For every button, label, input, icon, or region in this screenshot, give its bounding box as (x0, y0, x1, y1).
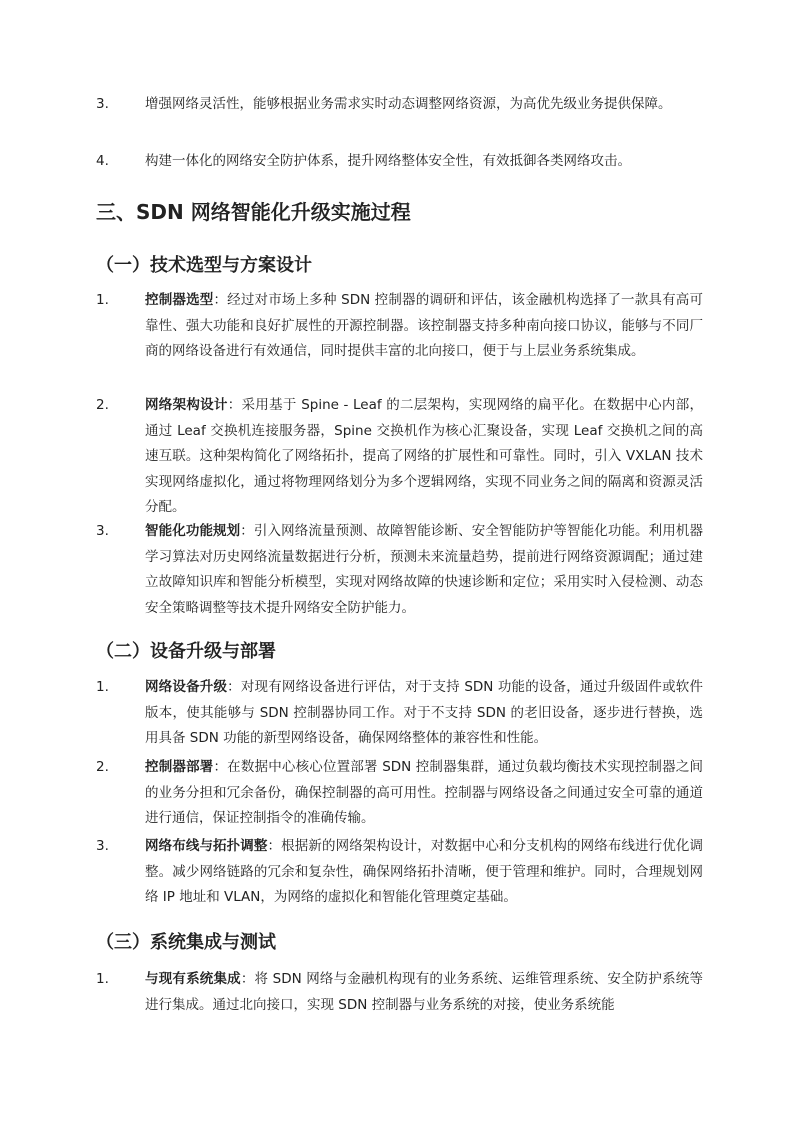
list-label: 控制器选型 (145, 292, 214, 308)
list-text (145, 755, 703, 832)
list-body: ：在数据中心核心位置部署 SDN 控制器集群，通过负载均衡技术实现控制器之间的业务分担和冗余备份，确保控制器的高可用性。控制器与网络设备之间通过安全可靠的通道进行通信，保证控制指令的准确传输。 (145, 759, 704, 826)
list-text: 增强网络灵活性，能够根据业务需求实时动态调整网络资源，为高优先级业务提供保障。 (145, 96, 672, 112)
list-body: ：将 SDN 网络与金融机构现有的业务系统、运维管理系统、安全防护系统等进行集成。通过北向接口，实现 SDN 控制器与业务系统的对接，使业务系统能 (145, 971, 703, 1013)
list-number: 1. (96, 971, 109, 987)
list-item (96, 149, 704, 175)
list-item (96, 755, 704, 832)
list-number: 2. (96, 759, 109, 775)
subsection-heading: （一）技术选型与方案设计 (96, 255, 312, 276)
list-body: ：对现有网络设备进行评估，对于支持 SDN 功能的设备，通过升级固件或软件版本，使其能够与 SDN 控制器协同工作。对于不支持 SDN 的老旧设备，逐步进行替换，选用具备 SDN 功能的新型网络设备，确保网络整体的兼容性和性能。 (145, 679, 703, 746)
list-body: ：根据新的网络架构设计，对数据中心和分支机构的网络布线进行优化调整。减少网络链路的冗余和复杂性，确保网络拓扑清晰，便于管理和维护。同时，合理规划网络 IP 地址和 VLAN，为网络的虚拟化和智能化管理奠定基础。 (145, 838, 704, 905)
list-label: 智能化功能规划 (145, 523, 241, 539)
list-number: 1. (96, 292, 109, 308)
list-label: 控制器部署 (145, 759, 214, 775)
section-heading: 三、SDN 网络智能化升级实施过程 (96, 200, 411, 224)
list-body: ：采用基于 Spine - Leaf 的二层架构，实现网络的扁平化。在数据中心内部，通过 Leaf 交换机连接服务器，Spine 交换机作为核心汇聚设备，实现 Leaf 交换机之间的高速互联。这种架构简化了网络拓扑，提高了网络的扩展性和可靠性。同时，引入 VXLAN 技术实现网络虚拟化，通过将物理网络划分为多个逻辑网络，实现不同业务之间的隔离和资源灵活分配。 (145, 397, 703, 515)
list-item (96, 393, 704, 521)
list-item (96, 967, 704, 1018)
list-text (145, 519, 703, 621)
list-text (145, 393, 703, 521)
list-label: 网络设备升级 (145, 679, 228, 695)
list-item (96, 519, 704, 621)
list-text: 构建一体化的网络安全防护体系，提升网络整体安全性，有效抵御各类网络攻击。 (145, 153, 631, 169)
list-text (145, 675, 703, 752)
list-number: 4. (96, 153, 109, 169)
list-number: 2. (96, 397, 109, 413)
subsection-heading: （二）设备升级与部署 (96, 641, 276, 662)
list-label: 网络布线与拓扑调整 (145, 838, 268, 854)
list-number: 3. (96, 838, 109, 854)
list-text (145, 834, 703, 911)
list-label: 网络架构设计 (145, 397, 228, 413)
list-number: 3. (96, 523, 109, 539)
list-item (96, 92, 704, 118)
subsection-heading: （三）系统集成与测试 (96, 932, 276, 953)
list-body: ：经过对市场上多种 SDN 控制器的调研和评估，该金融机构选择了一款具有高可靠性、强大功能和良好扩展性的开源控制器。该控制器支持多种南向接口协议，能够与不同厂商的网络设备进行有效通信，同时提供丰富的北向接口，便于与上层业务系统集成。 (145, 292, 704, 359)
list-item (96, 675, 704, 752)
list-number: 3. (96, 96, 109, 112)
list-item (96, 834, 704, 911)
list-item (96, 288, 704, 365)
list-text (145, 288, 703, 365)
list-body: ：引入网络流量预测、故障智能诊断、安全智能防护等智能化功能。利用机器学习算法对历史网络流量数据进行分析，预测未来流量趋势，提前进行网络资源调配；通过建立故障知识库和智能分析模型，实现对网络故障的快速诊断和定位；采用实时入侵检测、动态安全策略调整等技术提升网络安全防护能力。 (145, 523, 704, 616)
list-text (145, 967, 703, 1018)
list-label: 与现有系统集成 (145, 971, 241, 987)
list-number: 1. (96, 679, 109, 695)
